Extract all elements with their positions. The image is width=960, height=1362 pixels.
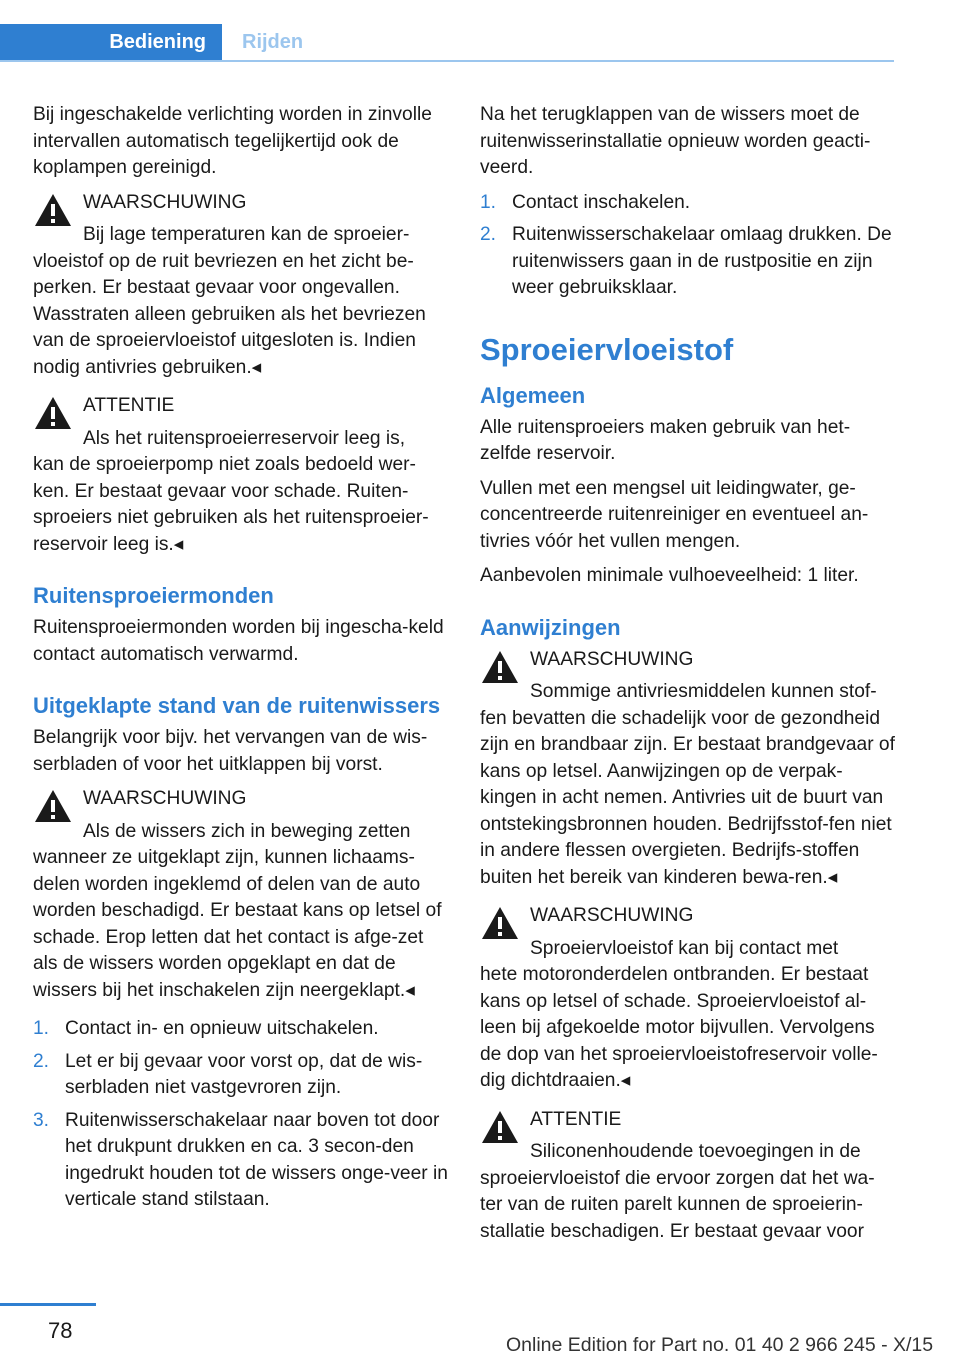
warning-triangle-icon [480,1109,520,1145]
warning-text: hete motoronderdelen ontbranden. Er bestaat kans op letsel of schade. Sproeiervloeistof al-leen bij afgekoelde motor bijvullen. Vervolgens de dop van het sproeiervloeistofreservoir volle-dig dichtdraaien.◂ [480,964,878,1091]
attention-title: ATTENTIE [83,395,175,416]
attention-text: sproeiervloeistof die ervoor zorgen dat het wa-ter van de ruiten parelt kunnen de sproeierin-stallatie beschadigen. Er bestaat gevaar voor [480,1167,875,1242]
steps-list [480,190,896,302]
list-item [480,190,896,217]
tab-rijden[interactable] [222,24,322,60]
warning-triangle-icon [480,649,520,685]
general-paragraph-2: Vullen met een mengsel uit leidingwater, ge-concentreerde ruitenreiniger en eventueel an-tivries vóór het vullen mengen. [480,477,869,552]
step-text: Contact in- en opnieuw uitschakelen. [65,1018,379,1039]
attention-first-line: Siliconenhoudende toevoegingen in de [530,1141,861,1162]
tab-rijden-label: Rijden [242,30,304,53]
warning-title: WAARSCHUWING [83,788,247,809]
list-item [33,1108,449,1214]
heading-foldout: Uitgeklapte stand van de ruitenwissers [33,693,441,718]
heading-washer-fluid: Sproeiervloeistof [480,331,734,367]
warning-triangle-icon [33,395,73,431]
intro-paragraph: Bij ingeschakelde verlichting worden in zinvolle intervallen automatisch tegelijkertijd ook de koplampen gereinigd. [33,104,432,178]
step-text: Ruitenwisserschakelaar omlaag drukken. De ruitenwissers gaan in de rustpositie en zijn weer gebruiksklaar. [512,224,892,298]
warning-block [33,190,449,382]
warning-block [33,786,449,1004]
steps-list [33,1016,449,1214]
heading-notes: Aanwijzingen [480,614,621,640]
step-text: Ruitenwisserschakelaar naar boven tot door het drukpunt drukken en ca. 3 secon-den ingedrukt houden tot de wissers onge-veer in verticale stand stilstaan. [65,1109,448,1210]
tab-bediening-label: Bediening [109,30,206,53]
header-tabs [0,24,894,62]
page-number: 78 [48,1318,73,1343]
warning-first-line: Sommige antivriesmiddelen kunnen stof- [530,681,877,702]
foldout-paragraph: Belangrijk voor bijv. het vervangen van de wis-serbladen of voor het uitklappen bij vorst. [33,727,428,775]
warning-text: vloeistof op de ruit bevriezen en het zicht be-perken. Er bestaat gevaar voor ongevallen. Wasstraten alleen gebruiken als het bevriezen van de sproeiervloeistof uitgesloten is. Indien nodig antivries gebruiken.◂ [33,250,426,378]
step-text: Contact inschakelen. [512,191,691,213]
edition-footer: Online Edition for Part no. 01 40 2 966 245 - X/15 [506,1334,934,1356]
left-column [33,102,449,1222]
step-number: 3. [33,1109,50,1131]
tab-bediening[interactable] [0,24,222,60]
warning-first-line: Als de wissers zich in beweging zetten [83,820,411,842]
warning-text: wanneer ze uitgeklapt zijn, kunnen lichaams-delen worden ingeklemd of delen van de auto worden beschadigd. Er bestaat kans op letsel of schade. Erop letten dat het contact is afge-zet als de wissers worden opgeklapt en dat de wissers bij het inschakelen zijn neergeklapt.◂ [33,847,442,1001]
heading-nozzles: Ruitensproeiermonden [33,583,274,608]
warning-first-line: Sproeiervloeistof kan bij contact met [530,937,839,959]
footer-divider [0,1303,96,1306]
step-number: 2. [480,224,497,245]
heading-general: Algemeen [480,382,586,408]
attention-title: ATTENTIE [530,1108,622,1130]
attention-text: kan de sproeierpomp niet zoals bedoeld wer-ken. Er bestaat gevaar voor schade. Ruiten-sproeiers niet gebruiken als het ruitensproeier-reservoir leeg is.◂ [33,454,429,555]
attention-block [33,393,449,558]
step-number: 2. [33,1050,50,1072]
nozzles-paragraph: Ruitensproeiermonden worden bij ingescha-keld contact automatisch verwarmd. [33,617,444,665]
attention-first-line: Als het ruitensproeierreservoir leeg is, [83,427,406,449]
right-column [480,102,896,1257]
header-divider [0,60,894,62]
step-number: 1. [33,1018,50,1039]
warning-block [480,647,896,892]
warning-triangle-icon [480,905,520,941]
warning-title: WAARSCHUWING [83,191,247,213]
warning-triangle-icon [33,192,73,228]
general-paragraph-1: Alle ruitensproeiers maken gebruik van het-zelfde reservoir. [480,416,851,464]
warning-triangle-icon [33,788,73,824]
warning-block [480,903,896,1095]
attention-block [480,1107,896,1246]
list-item [33,1016,449,1043]
general-paragraph-3: Aanbevolen minimale vulhoeveelheid: 1 liter. [480,565,859,586]
step-number: 1. [480,191,497,213]
reactivate-paragraph: Na het terugklappen van de wissers moet de ruitenwisserinstallatie opnieuw worden geacti-veerd. [480,104,871,178]
warning-first-line: Bij lage temperaturen kan de sproeier- [83,224,410,245]
warning-title: WAARSCHUWING [530,905,694,926]
list-item [480,222,896,302]
warning-text: fen bevatten die schadelijk voor de gezondheid zijn en brandbaar zijn. Er bestaat brandgevaar of kans op letsel. Aanwijzingen op de verpak-kingen in acht nemen. Antivries uit de buurt van ontstekingsbronnen houden. Bedrijfsstof-fen niet in andere flessen overgieten. Bedrijfs-stoffen buiten het bereik van kinderen bewa-ren.◂ [480,707,895,888]
warning-title: WAARSCHUWING [530,648,694,670]
step-text: Let er bij gevaar voor vorst op, dat de wis-serbladen niet vastgevroren zijn. [65,1050,423,1098]
list-item [33,1049,449,1102]
